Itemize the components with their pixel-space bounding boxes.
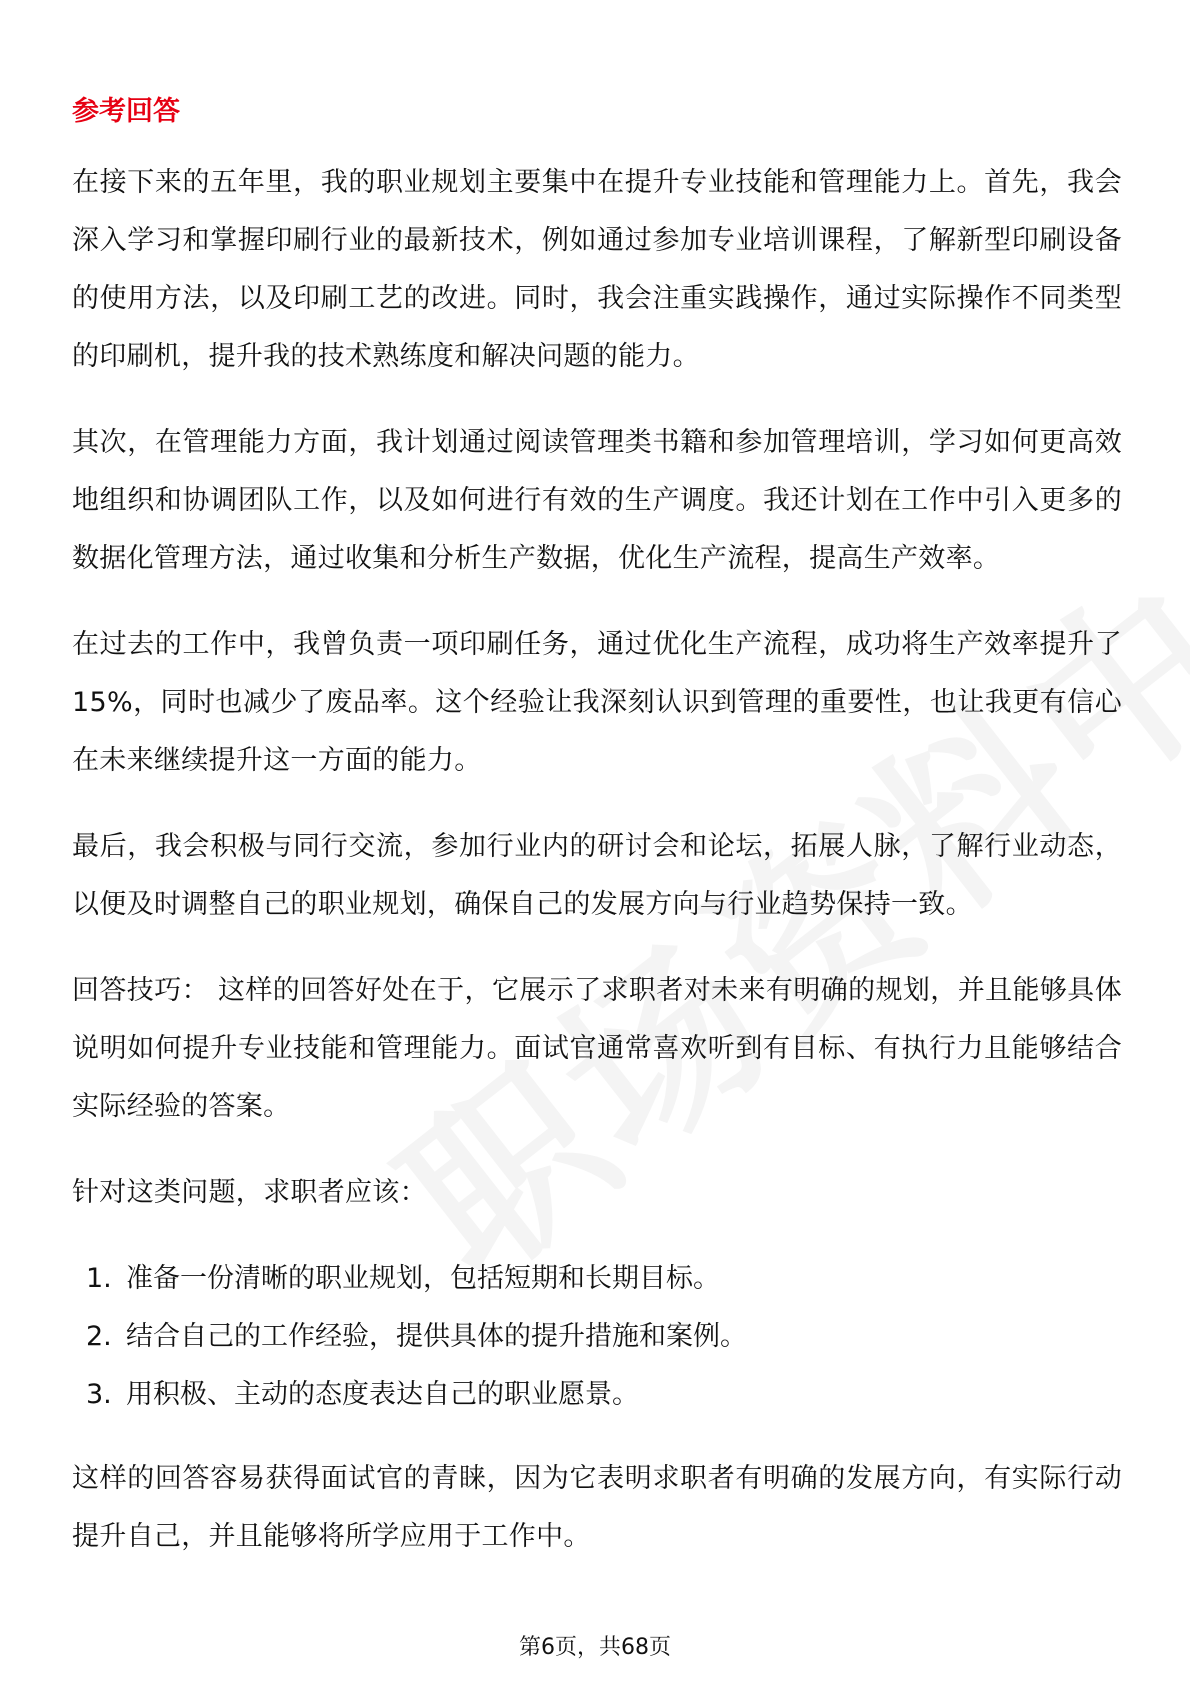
paragraph-advice-intro: 针对这类问题，求职者应该： (72, 1177, 427, 1208)
paragraph-closing: 这样的回答容易获得面试官的青睐，因为它表明求职者有明确的发展方向，有实际行动提升自己，并且能够将所学应用于工作中。 (72, 1463, 1122, 1552)
list-item (72, 1308, 1122, 1366)
advice-list (72, 1250, 1122, 1424)
list-item-number: 3. (86, 1379, 112, 1410)
paragraph-answer-tips: 回答技巧： 这样的回答好处在于，它展示了求职者对未来有明确的规划，并且能够具体说明如何提升专业技能和管理能力。面试官通常喜欢听到有目标、有执行力且能够结合实际经验的答案。 (72, 975, 1122, 1122)
page-number: 第6页，共68页 (519, 1635, 671, 1660)
list-item-number: 2. (86, 1321, 112, 1352)
paragraph-networking: 最后，我会积极与同行交流，参加行业内的研讨会和论坛，拓展人脉，了解行业动态，以便及时调整自己的职业规划，确保自己的发展方向与行业趋势保持一致。 (72, 831, 1122, 920)
list-item-text: 准备一份清晰的职业规划，包括短期和长期目标。 (126, 1263, 720, 1294)
paragraph-career-plan: 在接下来的五年里，我的职业规划主要集中在提升专业技能和管理能力上。首先，我会深入学习和掌握印刷行业的最新技术，例如通过参加专业培训课程，了解新型印刷设备的使用方法，以及印刷工艺的改进。同时，我会注重实践操作，通过实际操作不同类型的印刷机，提升我的技术熟练度和解决问题的能力。 (72, 167, 1122, 372)
list-item-text: 结合自己的工作经验，提供具体的提升措施和案例。 (126, 1321, 747, 1352)
paragraph-management: 其次，在管理能力方面，我计划通过阅读管理类书籍和参加管理培训，学习如何更高效地组织和协调团队工作，以及如何进行有效的生产调度。我还计划在工作中引入更多的数据化管理方法，通过收集和分析生产数据，优化生产流程，提高生产效率。 (72, 427, 1122, 574)
document-body (72, 92, 1122, 1594)
paragraph-past-experience: 在过去的工作中，我曾负责一项印刷任务，通过优化生产流程，成功将生产效率提升了15%，同时也减少了废品率。这个经验让我深刻认识到管理的重要性，也让我更有信心在未来继续提升这一方面的能力。 (72, 629, 1122, 776)
section-heading: 参考回答 (72, 96, 180, 127)
list-item (72, 1250, 1122, 1308)
list-item-text: 用积极、主动的态度表达自己的职业愿景。 (126, 1379, 639, 1410)
list-item-number: 1. (86, 1263, 112, 1294)
list-item (72, 1366, 1122, 1424)
